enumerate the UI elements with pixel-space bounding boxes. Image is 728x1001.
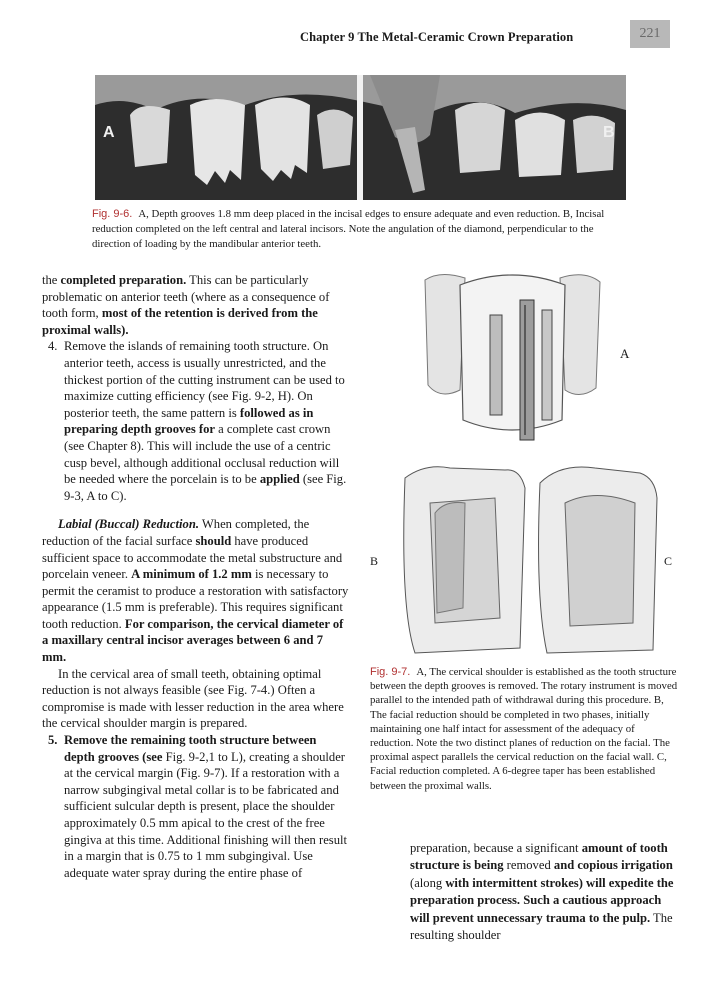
figure-9-7-caption-text: A, The cervical shoulder is established as the tooth structure between the depth grooves is removed. The rotary instrument is moved parallel to the intended path of withdrawal during this procedure. B, The facial reduction should be completed in two phases, initially maintaining one half intact for assessment of the adequacy of reduction. Note the two distinct planes of reduction on the facial. The proximal aspect parallels the cervical reduction on the facial wall. C, Facial reduction completed. A 6-degree taper has been established between the proximal walls.	[370, 666, 678, 792]
figure-9-6-label: Fig. 9-6.	[92, 208, 133, 220]
list-item-4	[48, 338, 350, 504]
figure-9-7-caption	[370, 665, 678, 793]
list-number: 5.	[48, 733, 58, 748]
text-run: a complete cast crown (see Chapter 8). This will include the use of a centric cusp bevel, although additional occlusal reduction will be needed where the porcelain is to be	[64, 422, 340, 487]
section-labial-reduction	[42, 516, 350, 665]
paragraph-cervical-area: In the cervical area of small teeth, obtaining optimal reduction is not always feasible (see Fig. 7-4.) Often a compromise is made with lesser reduction in the area where the cervical shoulder margin is prepared.	[42, 666, 344, 731]
list-number: 4.	[48, 339, 58, 354]
figure-9-7a-illustration	[420, 270, 605, 445]
figure-9-7-label-b: B	[370, 554, 379, 568]
text-run-bold: followed as in preparing depth grooves for	[64, 405, 314, 437]
running-header: Chapter 9 The Metal-Ceramic Crown Preparation	[300, 30, 574, 44]
page-number: 221	[630, 20, 670, 48]
figure-9-6-caption-text: A, Depth grooves 1.8 mm deep placed in the incisal edges to ensure adequate and even reduction. B, Incisal reduction completed on the left central and lateral incisors. Note the angulation of the diamond, perpendicular to the direction of loading by the mandibular anterior teeth.	[92, 208, 605, 250]
text-run-bold: should	[195, 533, 232, 548]
text-run-bold: applied	[259, 472, 300, 487]
text-run-bold: amount of tooth structure is being	[410, 841, 668, 873]
list-item-5	[48, 732, 350, 881]
text-run-bold: with intermittent strokes) will expedite the preparation process. Such a cautious approach will prevent unnecessary trauma to the pulp.	[410, 875, 674, 925]
text-run: preparation, because a significant	[410, 841, 582, 855]
text-run-bold: For comparison, the cervical diameter of a maxillary central incisor averages between 6 and 7 mm.	[42, 616, 344, 665]
section-heading: Labial (Buccal) Reduction.	[58, 517, 199, 532]
text-run: Fig. 9-2,1 to L), creating a shoulder at the cervical margin (Fig. 9-7). If a restoration with a narrow subgingival metal collar is to be fabricated and sufficient sulcular depth is present, place the shoulder approximately 0.5 mm apical to the crest of the free gingiva at this time. Additional finishing will then result in a margin that is 0.75 to 1 mm subgingival. Use adequate water spray during the entire phase of	[64, 749, 347, 880]
text-run: the	[42, 273, 61, 287]
text-run-bold: A minimum of 1.2 mm	[131, 567, 252, 582]
figure-9-6-label-a: A	[103, 124, 115, 141]
right-column-text	[410, 840, 678, 944]
text-run-bold: and copious irrigation	[553, 858, 673, 873]
figure-9-7-label-c: C	[664, 554, 673, 568]
figure-9-6-photo	[95, 75, 626, 200]
text-run: is necessary to permit the ceramist to produce a restoration with satisfactory appearance (1.5 mm is preferable). This requires significant tooth reduction.	[42, 567, 349, 631]
text-run: When completed, the reduction of the facial surface	[42, 517, 310, 548]
text-run: Remove the islands of remaining tooth structure. On anterior teeth, access is usually unrestricted, and the thickest portion of the cutting instrument can be used to maximize cutting efficiency (see Fig. 9-2, H). On posterior teeth, the same pattern is	[64, 339, 345, 420]
text-run: The resulting shoulder	[410, 910, 673, 943]
text-run-bold: Remove the remaining tooth structure between depth grooves (see	[64, 733, 317, 764]
figure-9-7bc-illustration	[375, 458, 665, 656]
text-run: (see Fig. 9-3, A to C).	[64, 472, 347, 503]
text-run-bold: completed preparation.	[60, 273, 187, 287]
text-run: have produced sufficient space to accommodate the metal substructure and porcelain veneer.	[42, 533, 343, 582]
figure-9-6-caption	[92, 207, 622, 252]
left-column	[42, 272, 350, 881]
figure-9-7-label-a: A	[620, 346, 630, 361]
text-run: This can be particularly problematic on anterior teeth (where as a consequence of tooth form,	[42, 273, 330, 321]
figure-9-7-label: Fig. 9-7.	[370, 666, 411, 678]
text-run: (along	[410, 875, 446, 890]
figure-9-6-label-b: B	[603, 124, 615, 141]
text-run-bold: most of the retention is derived from the proximal walls).	[42, 306, 318, 337]
text-run: removed	[503, 858, 554, 873]
paragraph-continued	[42, 272, 350, 338]
